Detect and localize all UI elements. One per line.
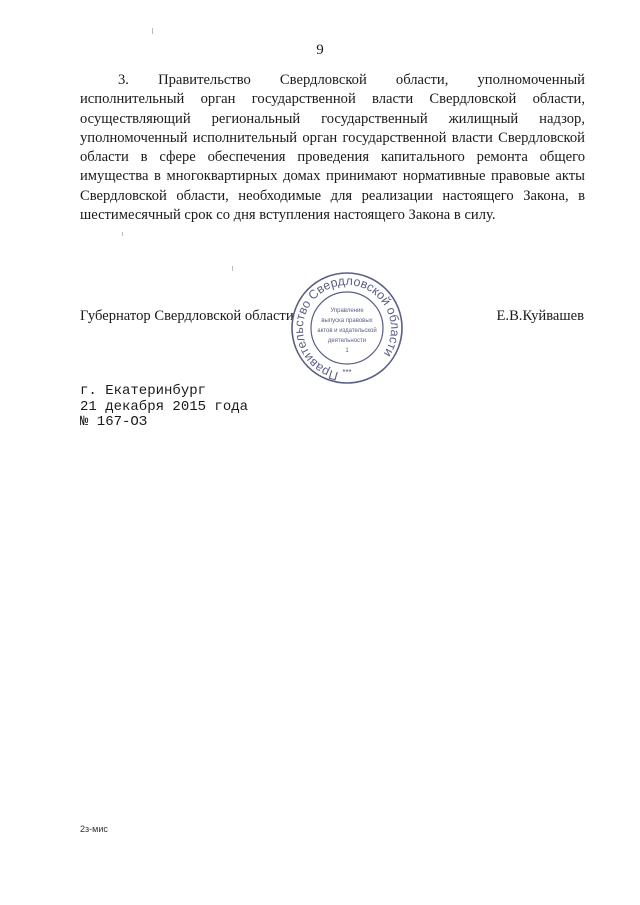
seal-inner-line: 1 <box>345 348 349 354</box>
seal-inner-line: деятельности <box>327 338 367 344</box>
scan-speck <box>122 232 123 236</box>
official-seal <box>286 270 408 386</box>
page-number: 9 <box>316 42 324 58</box>
scan-speck <box>232 266 233 271</box>
seal-outer-text: Правительство Свердловской области <box>291 273 403 384</box>
governor-title: Губернатор Свердловской области <box>80 308 294 324</box>
city-line: г. Екатеринбург <box>80 383 207 399</box>
governor-name: Е.В.Куйвашев <box>496 308 584 324</box>
seal-inner-line: Управление <box>330 308 364 314</box>
seal-graphic <box>286 270 408 386</box>
place-date-block <box>80 384 248 431</box>
law-number-line: № 167-ОЗ <box>80 414 148 430</box>
footer-code: 2з-мис <box>80 824 108 834</box>
seal-inner-line: актов и издательской <box>317 328 377 334</box>
body-paragraph: 3. Правительство Свердловской области, уполномоченный исполнительный орган государственной власти Свердловской области, осуществляющий региональный государственный жилищный надзор, уполномоченный исполнительный орган государственной власти Свердловской области в сфере обеспечения проведения капитального ремонта общего имущества в многоквартирных домах принимают нормативные правовые акты Свердловской области, необходимые для реализации настоящего Закона, в шестимесячный срок со дня вступления настоящего Закона в силу. <box>80 72 585 224</box>
seal-stars: *** <box>342 368 352 377</box>
scan-speck <box>152 28 153 34</box>
date-line: 21 декабря 2015 года <box>80 398 249 415</box>
seal-inner-line: выпуска правовых <box>321 318 373 324</box>
